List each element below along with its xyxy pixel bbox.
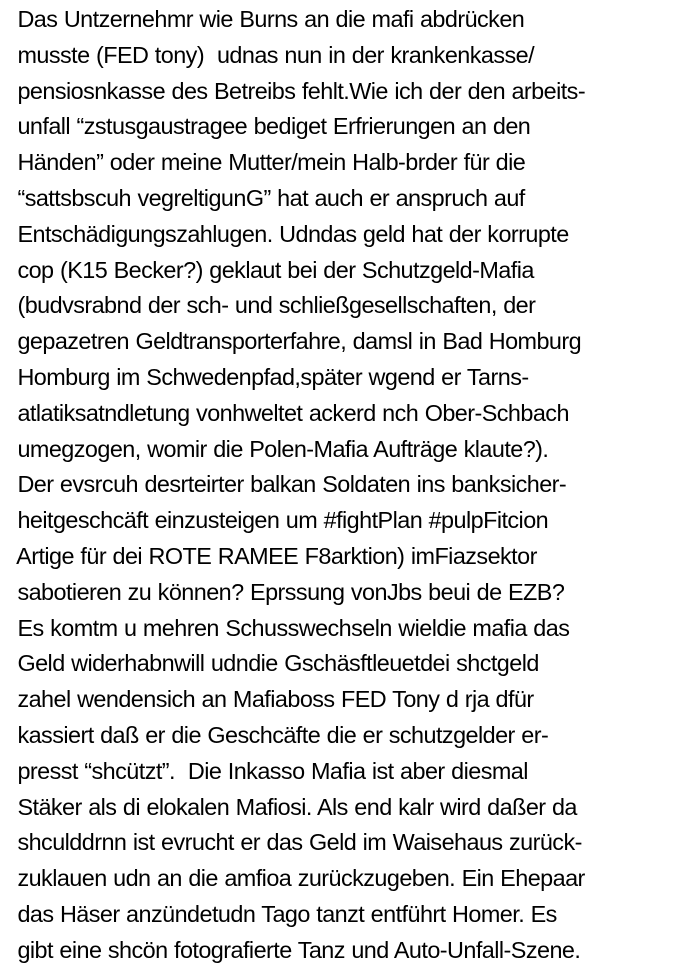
text-line: heitgeschcäft einzusteigen um #fightPlan #pulpFitcion xyxy=(11,507,549,534)
text-line: cop (K15 Becker?) geklaut bei der Schutzgeld-Mafia xyxy=(11,256,534,283)
text-line: pensiosnkasse des Betreibs fehlt.Wie ich der den arbeits- xyxy=(11,77,586,104)
text-line: Das Untzernehmr wie Burns an die mafi abdrücken xyxy=(11,6,525,32)
text-line: Artige für dei ROTE RAMEE F8arktion) imFiazsektor xyxy=(11,542,537,569)
text-line: Es komtm u mehren Schusswechseln wieldie mafia das xyxy=(11,614,570,641)
text-line: umegzogen, womir die Polen-Mafia Aufträge klaute?). xyxy=(11,435,549,462)
text-line: zahel wendensich an Mafiaboss FED Tony d rja dfür xyxy=(11,686,534,713)
text-line: “sattsbscuh vegreltigunG” hat auch er anspruch auf xyxy=(11,184,525,211)
text-line: sabotieren zu können? Eprssung vonJbs beui de EZB? xyxy=(11,578,565,605)
text-line: gepazetren Geldtransporterfahre, damsl in Bad Homburg xyxy=(11,328,582,355)
text-line: (budvsrabnd der sch- und schließgesellschaften, der xyxy=(11,292,536,319)
text-line: das Häser anzündetudn Tago tanzt entführt Homer. Es xyxy=(11,900,557,927)
text-line: kassiert daß er die Geschcäfte die er schutzgelder er- xyxy=(11,721,549,748)
text-line: unfall “zstusgaustragee bediget Erfrierungen an den xyxy=(11,113,531,140)
text-line: Geld widerhabnwill udndie Gschäsftleuetdei shctgeld xyxy=(11,650,539,677)
text-line: zuklauen udn an die amfioa zurückzugeben. Ein Ehepaar xyxy=(11,865,585,892)
text-line: presst “shcützt”. Die Inkasso Mafia ist aber diesmal xyxy=(11,757,528,784)
text-line: Homburg im Schwedenpfad,später wgend er Tarns- xyxy=(11,363,529,390)
text-line: shculddrnn ist evrucht er das Geld im Waisehaus zurück- xyxy=(11,829,582,856)
body-text xyxy=(11,2,683,969)
text-line: musste (FED tony) udnas nun in der krankenkasse/ xyxy=(11,41,535,68)
text-line: Entschädigungszahlugen. Udndas geld hat der korrupte xyxy=(11,220,569,247)
text-line: Der evsrcuh desrteirter balkan Soldaten ins banksicher- xyxy=(11,471,567,498)
text-line: Händen” oder meine Mutter/mein Halb-brder für die xyxy=(11,149,526,176)
text-line: Stäker als di elokalen Mafiosi. Als end kalr wird daßer da xyxy=(11,793,577,820)
text-line: atlatiksatndletung vonhweltet ackerd nch Ober-Schbach xyxy=(11,399,569,426)
text-line: gibt eine shcön fotografierte Tanz und Auto-Unfall-Szene. xyxy=(11,936,581,963)
